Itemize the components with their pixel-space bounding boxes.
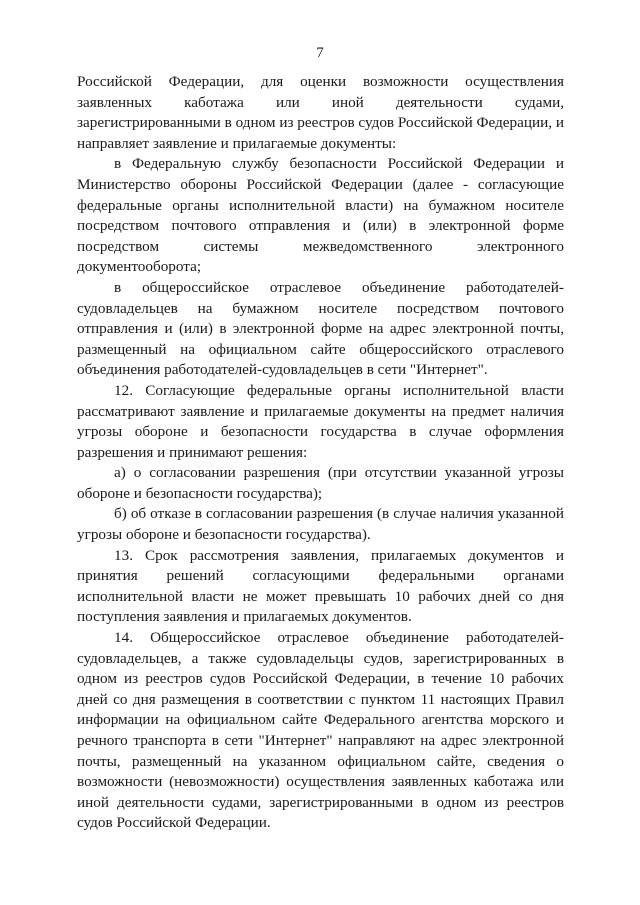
paragraph-item-14: 14. Общероссийское отраслевое объединение работодателей-судовладельцев, а также судовладельцы судов, зарегистрированных в одном из реестров судов Российской Федерации, в течение 10 рабочих дней со дня размещения в соответствии с пунктом 11 настоящих Правил информации на официальном сайте Федерального агентства морского и речного транспорта в сети "Интернет" направляют на адрес электронной почты, размещенный на указанном официальном сайте, сведения о возможности (невозможности) осуществления заявленных каботажа или иной деятельности судами, зарегистрированными в одном из реестров судов Российской Федерации. — [77, 629, 564, 832]
document-body — [77, 72, 564, 834]
page-number: 7 — [316, 45, 324, 61]
paragraph-item-12a: а) о согласовании разрешения (при отсутствии указанной угрозы обороне и безопасности государства); — [77, 464, 564, 502]
paragraph-continuation: Российской Федерации, для оценки возможности осуществления заявленных каботажа или иной деятельности судами, зарегистрированными в одном из реестров судов Российской Федерации, и направляет заявление и прилагаемые документы: — [77, 73, 564, 152]
paragraph-item-12: 12. Согласующие федеральные органы исполнительной власти рассматривают заявление и прилагаемые документы на предмет наличия угрозы обороне и безопасности государства в случае оформления разрешения и принимают решения: — [77, 381, 564, 461]
paragraph-item-12b: б) об отказе в согласовании разрешения (в случае наличия указанной угрозы обороне и безопасности государства). — [77, 505, 564, 544]
paragraph-fsb-mod: в Федеральную службу безопасности Российской Федерации и Министерство обороны Российской Федерации (далее - согласующие федеральные органы исполнительной власти) на бумажном носителе посредством почтового отправления и (или) в электронной форме посредством системы межведомственного электронного документооборота; — [77, 155, 564, 276]
paragraph-item-13: 13. Срок рассмотрения заявления, прилагаемых документов и принятия решений согласующими федеральными органами исполнительной власти не может превышать 10 рабочих дней со дня поступления заявления и прилагаемых документов. — [77, 546, 564, 626]
paragraph-shipowners-association: в общероссийское отраслевое объединение работодателей-судовладельцев на бумажном носителе посредством почтового отправления и (или) в электронной форме на адрес электронной почты, размещенный на официальном сайте общероссийского отраслевого объединения работодателей-судовладельцев в сети "Интернет". — [77, 278, 564, 379]
